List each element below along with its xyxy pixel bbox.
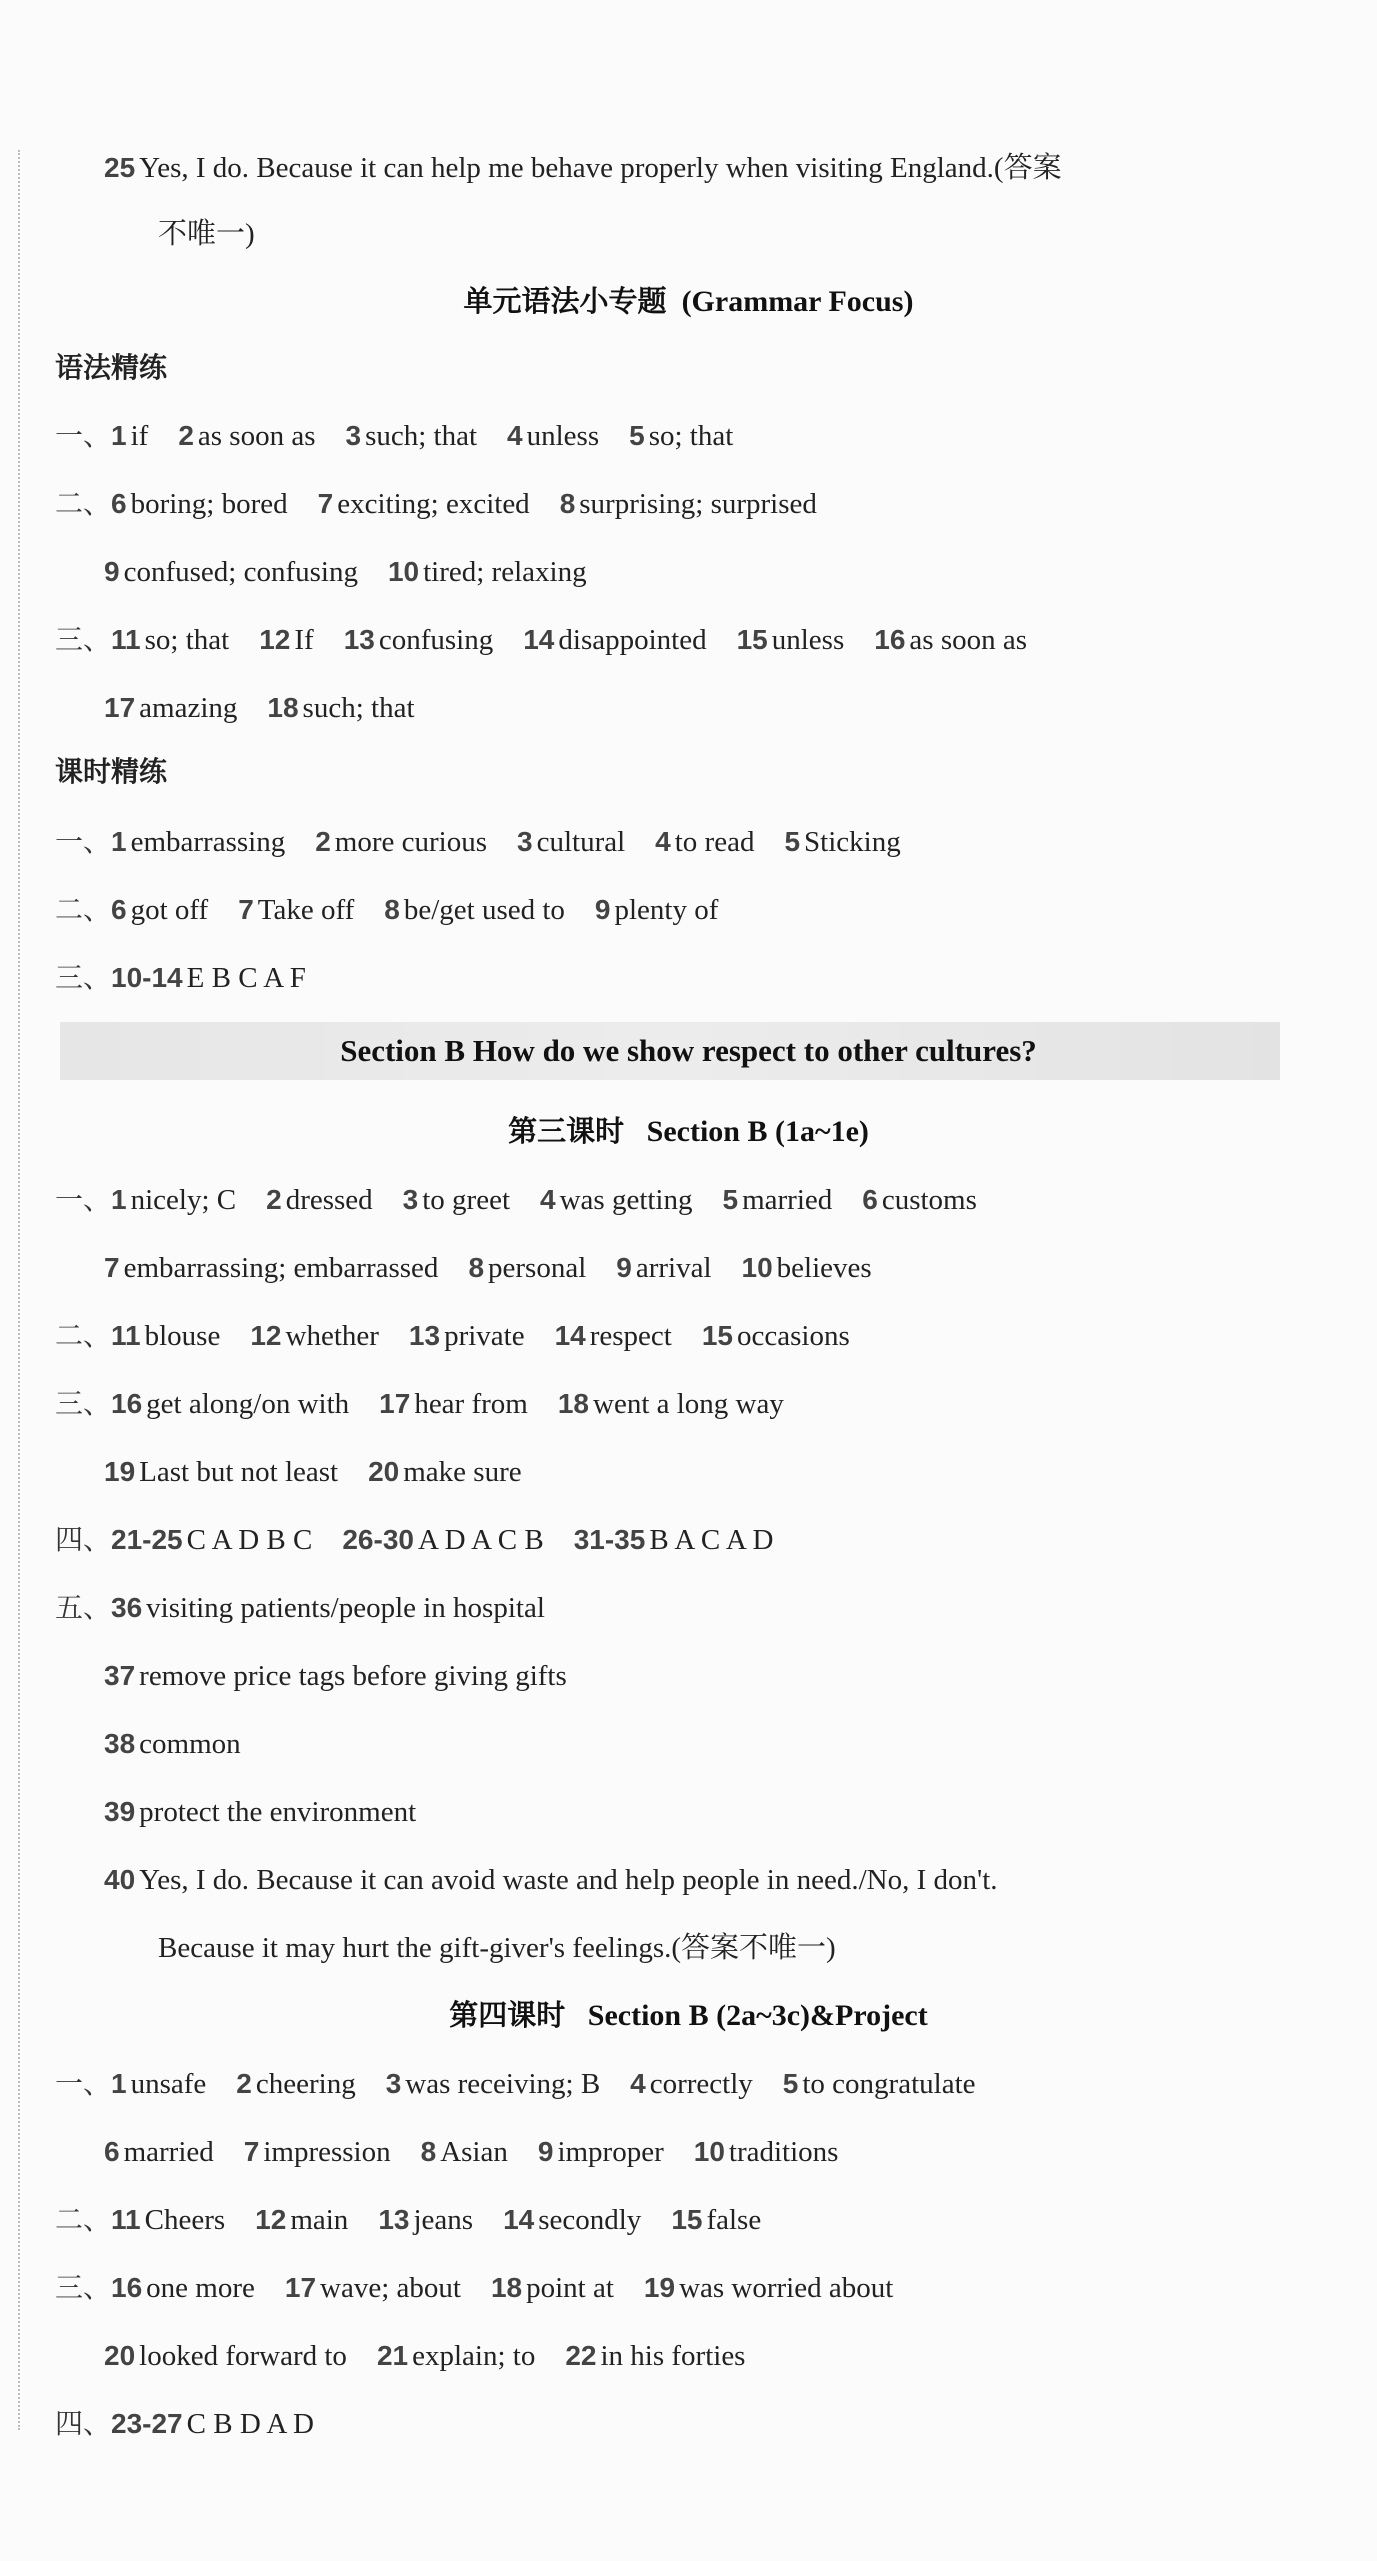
answer-text: explain; to (412, 2340, 536, 2372)
answer-text: A D A C B (417, 1524, 544, 1556)
item-number: 8 (384, 894, 400, 925)
answer-item (104, 1252, 438, 1284)
answer-text: make sure (403, 1456, 522, 1488)
answer-text: protect the environment (139, 1796, 417, 1828)
answer-text: Because it may hurt the gift-giver's feelings.(答案不唯一) (158, 1932, 836, 1964)
answer-text: hear from (414, 1388, 528, 1420)
part-marker: 二、 (55, 893, 112, 926)
answer-text: married (123, 2136, 214, 2168)
item-number: 14 (523, 624, 555, 655)
lesson-4-title (0, 1994, 1377, 2037)
answer-item (342, 1524, 543, 1556)
lesson4-part-1a (55, 2064, 1006, 2104)
lesson4-part-4 (55, 2404, 344, 2444)
part-marker: 三、 (55, 1387, 112, 1420)
answer-text: main (290, 2204, 349, 2236)
answer-text: one more (146, 2272, 255, 2304)
answer-text: embarrassing (130, 826, 286, 858)
item-number: 13 (378, 2204, 410, 2235)
item-number: 4 (507, 420, 523, 451)
title-cn: 单元语法小专题 (463, 284, 667, 318)
item-number: 12 (255, 2204, 287, 2235)
item-number: 20 (368, 1456, 400, 1487)
answer-item (783, 2068, 976, 2100)
item-number: 37 (104, 1660, 136, 1691)
item-number: 36 (111, 1592, 143, 1623)
item-number: 25 (104, 152, 136, 183)
title-cn: 第四课时 (449, 1998, 566, 2032)
item-number: 18 (490, 2272, 523, 2303)
part-marker: 二、 (55, 2203, 112, 2236)
answer-text: to greet (422, 1184, 511, 1216)
answer-item (784, 826, 900, 858)
answer-item (503, 2204, 641, 2236)
answer-text: married (742, 1184, 833, 1216)
item-number: 15 (736, 624, 768, 655)
title-en: Section B (2a~3c)&Project (587, 1999, 928, 2032)
answer-item (507, 420, 599, 452)
answer-item (104, 2136, 214, 2168)
answer-text: improper (557, 2136, 664, 2168)
item-number: 2 (266, 1184, 282, 1215)
answer-item (236, 2068, 355, 2100)
item-number: 39 (104, 1796, 136, 1827)
answer-item (238, 894, 354, 926)
item-number: 9 (594, 894, 611, 925)
answer-item (111, 2204, 225, 2236)
answer-text: unsafe (130, 2068, 207, 2100)
item-number: 5 (629, 420, 645, 451)
answer-text: point at (526, 2272, 614, 2304)
item-number: 4 (540, 1184, 556, 1215)
answer-item (111, 1388, 349, 1420)
answer-item (104, 1728, 241, 1760)
answer-text: private (444, 1320, 525, 1352)
answer-text: was worried about (679, 2272, 894, 2304)
unit-grammar-title (0, 280, 1377, 323)
answer-item (104, 1796, 416, 1828)
item-number: 13 (408, 1320, 441, 1351)
part-marker: 五、 (55, 1591, 112, 1624)
answer-item (388, 556, 587, 588)
item-number: 40 (104, 1864, 136, 1895)
item-number: 1 (111, 2068, 127, 2099)
answer-text: secondly (538, 2204, 642, 2236)
item-number: 17 (284, 2272, 317, 2303)
item-number: 22 (565, 2340, 597, 2371)
item-number: 6 (111, 488, 127, 519)
answer-item (266, 1184, 373, 1216)
item-number: 5 (784, 826, 801, 857)
answer-item (874, 624, 1027, 656)
answer-item (104, 556, 358, 588)
item-number: 2 (178, 420, 194, 451)
answer-text: visiting patients/people in hospital (146, 1592, 545, 1624)
item-number: 1 (111, 826, 127, 857)
item-number: 26-30 (342, 1524, 414, 1555)
answer-text: be/get used to (403, 894, 565, 926)
answer-25-line1 (104, 148, 1062, 188)
answer-item (104, 692, 237, 724)
item-number: 10 (693, 2136, 725, 2167)
answer-text: if (130, 420, 149, 452)
part-marker: 一、 (55, 1183, 112, 1216)
answer-item (318, 488, 530, 520)
answer-item (378, 2204, 473, 2236)
answer-item (250, 1320, 379, 1352)
answer-text: was receiving; B (405, 2068, 601, 2100)
item-number: 5 (782, 2068, 799, 2099)
answer-item (694, 2136, 839, 2168)
answer-item (468, 1252, 586, 1284)
title-en: (Grammar Focus) (681, 285, 914, 318)
answer-item (421, 2136, 508, 2168)
item-number: 10-14 (111, 962, 183, 993)
answer-text: customs (881, 1184, 977, 1216)
answer-item (737, 624, 845, 656)
answer-text: C A D B C (186, 1524, 313, 1556)
answer-text: such; that (365, 420, 478, 452)
binding-margin-line (18, 150, 20, 2430)
answer-text: respect (589, 1320, 672, 1352)
answer-item (104, 2340, 347, 2372)
item-number: 14 (503, 2204, 535, 2235)
answer-item (111, 1320, 220, 1352)
item-number: 3 (345, 420, 362, 451)
answer-text: C B D A D (186, 2408, 314, 2440)
answer-text: got off (130, 894, 209, 926)
answer-item (409, 1320, 525, 1352)
part-marker: 一、 (55, 2067, 112, 2100)
answer-text: dressed (285, 1184, 373, 1216)
answer-item (111, 2272, 255, 2304)
answer-text: Yes, I do. Because it can help me behave properly when visiting England.(答案 (139, 152, 1062, 184)
answer-item (565, 2340, 745, 2372)
item-number: 6 (111, 894, 127, 925)
answer-text: arrival (635, 1252, 712, 1284)
lesson-part-2 (55, 890, 748, 930)
answer-text: impression (263, 2136, 391, 2168)
answer-text: as soon as (197, 420, 316, 452)
answer-item (538, 2136, 664, 2168)
answer-item (630, 2068, 753, 2100)
item-number: 4 (630, 2068, 646, 2099)
answer-item (862, 1184, 977, 1216)
answer-item (111, 2068, 206, 2100)
answer-text: looked forward to (139, 2340, 347, 2372)
item-number: 16 (111, 2272, 143, 2303)
answer-text: whether (285, 1320, 379, 1352)
item-number: 7 (104, 1252, 120, 1283)
item-number: 17 (379, 1388, 411, 1419)
item-number: 5 (722, 1184, 739, 1215)
answer-text: was getting (559, 1184, 693, 1216)
answer-item (111, 1592, 545, 1624)
answer-text: B A C A D (649, 1524, 774, 1556)
answer-text: occasions (737, 1320, 850, 1352)
answer-item (255, 2204, 348, 2236)
answer-item (595, 894, 718, 926)
answer-item (742, 1252, 872, 1284)
answer-text: disappointed (558, 624, 707, 656)
answer-text: went a long way (593, 1388, 784, 1420)
lesson3-item-40-line2 (158, 1928, 836, 1968)
answer-item (111, 1184, 236, 1216)
answer-item (644, 2272, 893, 2304)
answer-text: embarrassing; embarrassed (123, 1252, 439, 1284)
answer-text: common (139, 1728, 241, 1760)
answer-text: get along/on with (146, 1388, 350, 1420)
part-marker: 一、 (55, 825, 112, 858)
answer-text: Cheers (144, 2204, 226, 2236)
lesson3-item-40-line1 (104, 1860, 998, 1900)
answer-item (384, 894, 565, 926)
answer-item (104, 1660, 567, 1692)
answer-item (111, 894, 208, 926)
answer-text: cultural (536, 826, 626, 858)
title-en: Section B (1a~1e) (646, 1115, 869, 1148)
item-number: 19 (104, 1456, 136, 1487)
item-number: 21 (376, 2340, 409, 2371)
answer-text: unless (771, 624, 845, 656)
answer-item (560, 488, 817, 520)
answer-text: cheering (255, 2068, 356, 2100)
answer-item (616, 1252, 711, 1284)
answer-item (558, 1388, 784, 1420)
item-number: 4 (655, 826, 671, 857)
answer-item (111, 1524, 312, 1556)
lesson3-part-3b (104, 1452, 552, 1492)
lesson-part-3 (55, 958, 336, 998)
item-number: 19 (643, 2272, 676, 2303)
item-number: 9 (537, 2136, 554, 2167)
item-number: 15 (701, 1320, 734, 1351)
answer-item (368, 1456, 522, 1488)
answer-text: If (294, 624, 314, 656)
item-number: 2 (315, 826, 331, 857)
item-number: 23-27 (111, 2408, 183, 2439)
lesson3-item-38 (104, 1724, 271, 1764)
part-marker: 二、 (55, 1319, 112, 1352)
answer-item (111, 624, 229, 656)
answer-text: E B C A F (186, 962, 306, 994)
answer-item (671, 2204, 761, 2236)
item-number: 6 (104, 2136, 120, 2167)
item-number: 7 (243, 2136, 260, 2167)
grammar-part-2a (55, 484, 847, 524)
item-number: 3 (385, 2068, 402, 2099)
answer-text: remove price tags before giving gifts (139, 1660, 567, 1692)
answer-item (244, 2136, 391, 2168)
item-number: 3 (517, 826, 533, 857)
answer-text: wave; about (320, 2272, 461, 2304)
item-number: 15 (671, 2204, 703, 2235)
item-number: 31-35 (573, 1524, 646, 1555)
answer-text: so; that (648, 420, 734, 452)
grammar-practice-heading: 语法精练 (55, 351, 168, 384)
answer-text: more curious (334, 826, 488, 858)
answer-item (574, 1524, 774, 1556)
answer-item (346, 420, 478, 452)
answer-item (178, 420, 315, 452)
answer-text: correctly (649, 2068, 753, 2100)
answer-text: nicely; C (130, 1184, 237, 1216)
item-number: 13 (343, 624, 375, 655)
answer-item (386, 2068, 600, 2100)
item-number: 10 (387, 556, 420, 587)
part-marker: 三、 (55, 2271, 112, 2304)
answer-item (104, 1456, 338, 1488)
item-number: 7 (238, 894, 254, 925)
item-number: 38 (104, 1728, 136, 1759)
grammar-part-2b (104, 552, 617, 592)
answer-item (629, 420, 733, 452)
answer-item (111, 826, 285, 858)
answer-item (702, 1320, 850, 1352)
lesson3-part-1b (104, 1248, 902, 1288)
lesson3-part-3a (55, 1384, 814, 1424)
answer-text: Last but not least (139, 1456, 339, 1488)
answer-text: to read (674, 826, 755, 858)
item-number: 18 (267, 692, 299, 723)
answer-25-line2 (158, 214, 255, 254)
answer-text: exciting; excited (337, 488, 530, 520)
answer-text: as soon as (909, 624, 1028, 656)
lesson3-part-1a (55, 1180, 1007, 1220)
lesson4-part-2 (55, 2200, 791, 2240)
answer-text: in his forties (600, 2340, 746, 2372)
lesson-3-title (0, 1110, 1377, 1153)
answer-text: to congratulate (802, 2068, 976, 2100)
part-marker: 二、 (55, 487, 112, 520)
lesson3-part-5 (55, 1588, 575, 1628)
answer-text: Yes, I do. Because it can avoid waste and help people in need./No, I don't. (139, 1864, 998, 1896)
answer-item (379, 1388, 528, 1420)
part-marker: 一、 (55, 419, 112, 452)
item-number: 14 (554, 1320, 586, 1351)
answer-text: confused; confusing (123, 556, 358, 588)
answer-item (111, 488, 288, 520)
lesson-practice-heading: 课时精练 (55, 755, 168, 788)
item-number: 16 (874, 624, 906, 655)
item-number: 10 (741, 1252, 773, 1283)
answer-text: Take off (257, 894, 355, 926)
part-marker: 四、 (55, 2407, 112, 2440)
answer-item (111, 962, 306, 994)
answer-item (111, 420, 148, 452)
lesson4-part-3a (55, 2268, 923, 2308)
answer-item (344, 624, 494, 656)
item-number: 7 (317, 488, 334, 519)
item-number: 18 (557, 1388, 589, 1419)
answer-item (315, 826, 487, 858)
item-number: 8 (468, 1252, 485, 1283)
answer-item (285, 2272, 461, 2304)
answer-item (523, 624, 706, 656)
answer-text: confusing (378, 624, 494, 656)
answer-item (259, 624, 313, 656)
part-marker: 四、 (55, 1523, 112, 1556)
answer-text: plenty of (614, 894, 719, 926)
item-number: 17 (104, 692, 136, 723)
item-number: 8 (420, 2136, 437, 2167)
title-cn: 第三课时 (508, 1114, 625, 1148)
item-number: 11 (111, 624, 141, 655)
answer-text: so; that (144, 624, 230, 656)
answer-text: amazing (139, 692, 238, 724)
answer-item (111, 2408, 314, 2440)
answer-text: surprising; surprised (579, 488, 817, 520)
item-number: 1 (111, 420, 127, 451)
grammar-part-3a (55, 620, 1057, 660)
item-number: 16 (111, 1388, 143, 1419)
lesson3-part-4 (55, 1520, 803, 1560)
answer-text: such; that (302, 692, 415, 724)
lesson4-part-1b (104, 2132, 868, 2172)
answer-text: personal (488, 1252, 587, 1284)
grammar-part-1 (55, 416, 763, 456)
lesson3-item-39 (104, 1792, 446, 1832)
answer-text: 不唯一) (158, 218, 255, 250)
lesson3-item-37 (104, 1656, 597, 1696)
item-number: 12 (250, 1320, 282, 1351)
answer-text: false (706, 2204, 762, 2236)
answer-item (377, 2340, 535, 2372)
answer-item (655, 826, 754, 858)
part-marker: 三、 (55, 961, 112, 994)
item-number: 3 (402, 1184, 419, 1215)
item-number: 9 (616, 1252, 632, 1283)
answer-item (403, 1184, 510, 1216)
answer-text: jeans (413, 2204, 474, 2236)
lesson3-part-2 (55, 1316, 880, 1356)
item-number: 9 (104, 556, 120, 587)
answer-item (491, 2272, 614, 2304)
item-number: 2 (236, 2068, 252, 2099)
answer-item (517, 826, 625, 858)
answer-text: blouse (144, 1320, 221, 1352)
grammar-part-3b (104, 688, 445, 728)
item-number: 1 (111, 1184, 127, 1215)
answer-item (555, 1320, 672, 1352)
lesson-part-1 (55, 822, 931, 862)
answer-text: unless (526, 420, 600, 452)
item-number: 21-25 (111, 1524, 183, 1555)
section-banner-title: Section B How do we show respect to other cultures? (340, 1033, 1037, 1068)
item-number: 11 (111, 2204, 141, 2235)
answer-item (540, 1184, 692, 1216)
answer-text: boring; bored (130, 488, 288, 520)
item-number: 8 (559, 488, 576, 519)
answer-text: Asian (440, 2136, 508, 2168)
answer-text: believes (776, 1252, 872, 1284)
answer-item (723, 1184, 833, 1216)
item-number: 20 (104, 2340, 136, 2371)
lesson4-part-3b (104, 2336, 775, 2376)
item-number: 11 (111, 1320, 141, 1351)
item-number: 6 (862, 1184, 878, 1215)
answer-text: Sticking (804, 826, 901, 858)
answer-text: tired; relaxing (423, 556, 587, 588)
item-number: 12 (259, 624, 291, 655)
part-marker: 三、 (55, 623, 112, 656)
answer-text: traditions (728, 2136, 839, 2168)
answer-item (267, 692, 414, 724)
